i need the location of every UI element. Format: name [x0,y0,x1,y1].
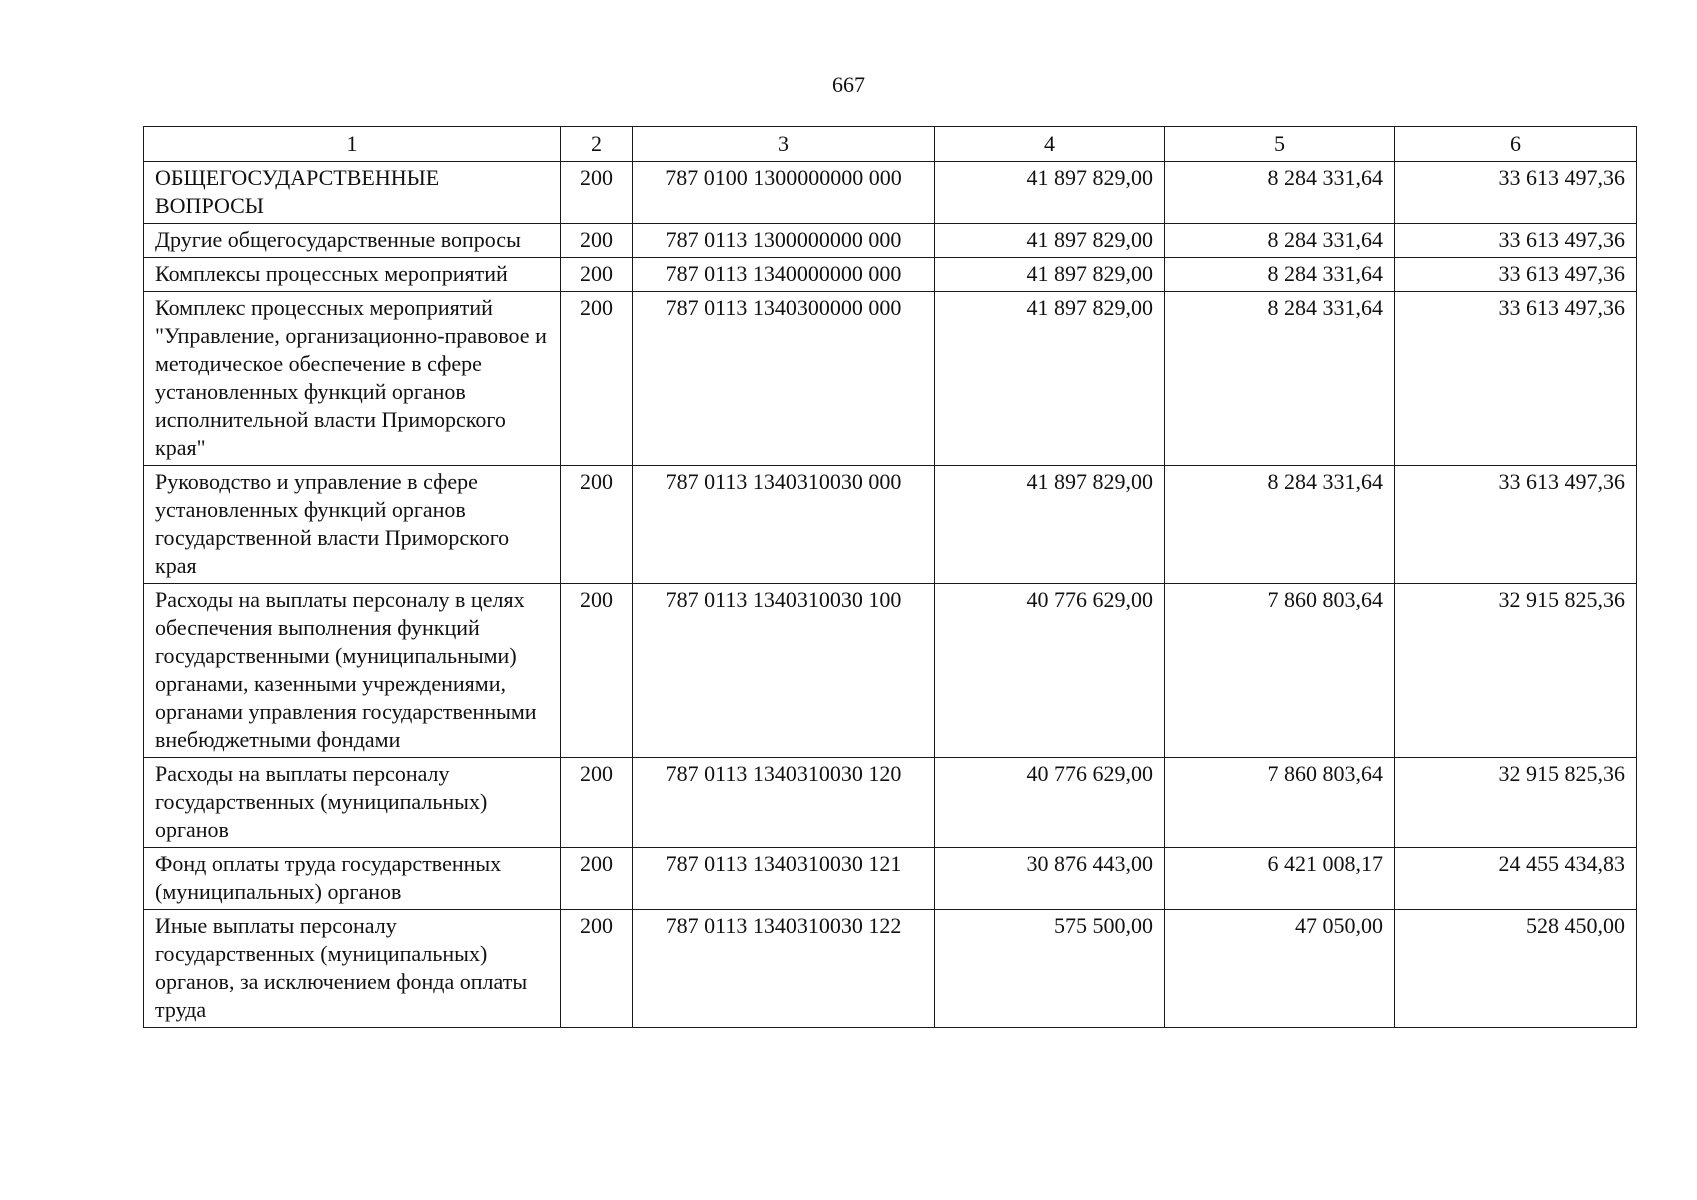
row-approved: 30 876 443,00 [935,848,1165,910]
row-line-code: 200 [561,466,633,584]
row-name: Фонд оплаты труда государственных (муниципальных) органов [144,848,561,910]
row-line-code: 200 [561,848,633,910]
table-header [144,127,1637,162]
row-name: ОБЩЕГОСУДАРСТВЕННЫЕ ВОПРОСЫ [144,162,561,224]
header-row [144,127,1637,162]
row-budget-code: 787 0100 1300000000 000 [633,162,935,224]
row-executed: 8 284 331,64 [1165,258,1395,292]
row-executed: 7 860 803,64 [1165,758,1395,848]
row-name: Комплексы процессных мероприятий [144,258,561,292]
table-row [144,758,1637,848]
column-header-4: 4 [935,127,1165,162]
column-header-1: 1 [144,127,561,162]
table-row [144,910,1637,1028]
row-line-code: 200 [561,258,633,292]
row-remaining: 32 915 825,36 [1395,584,1637,758]
row-line-code: 200 [561,584,633,758]
row-budget-code: 787 0113 1300000000 000 [633,224,935,258]
row-remaining: 32 915 825,36 [1395,758,1637,848]
row-budget-code: 787 0113 1340300000 000 [633,292,935,466]
table-row [144,848,1637,910]
table-body [144,162,1637,1028]
row-line-code: 200 [561,758,633,848]
row-name: Расходы на выплаты персоналу в целях обеспечения выполнения функций государственными (муниципальными) органами, казенными учреждениями, органами управления государственными внебюджетными фондами [144,584,561,758]
row-executed: 6 421 008,17 [1165,848,1395,910]
column-header-6: 6 [1395,127,1637,162]
table-row [144,258,1637,292]
page-number: 667 [832,72,865,97]
row-budget-code: 787 0113 1340310030 120 [633,758,935,848]
table-row [144,584,1637,758]
row-line-code: 200 [561,224,633,258]
row-approved: 40 776 629,00 [935,758,1165,848]
row-name: Комплекс процессных мероприятий "Управление, организационно-правовое и методическое обеспечение в сфере установленных функций органов исполнительной власти Приморского края" [144,292,561,466]
row-executed: 47 050,00 [1165,910,1395,1028]
row-approved: 41 897 829,00 [935,292,1165,466]
row-budget-code: 787 0113 1340310030 100 [633,584,935,758]
budget-table [143,126,1637,1028]
column-header-3: 3 [633,127,935,162]
row-remaining: 33 613 497,36 [1395,258,1637,292]
row-line-code: 200 [561,292,633,466]
row-line-code: 200 [561,910,633,1028]
row-executed: 8 284 331,64 [1165,466,1395,584]
table-row [144,224,1637,258]
row-approved: 41 897 829,00 [935,224,1165,258]
row-name: Руководство и управление в сфере установленных функций органов государственной власти Приморского края [144,466,561,584]
column-header-5: 5 [1165,127,1395,162]
row-remaining: 33 613 497,36 [1395,466,1637,584]
row-approved: 41 897 829,00 [935,162,1165,224]
row-budget-code: 787 0113 1340000000 000 [633,258,935,292]
row-approved: 41 897 829,00 [935,258,1165,292]
row-remaining: 33 613 497,36 [1395,292,1637,466]
row-executed: 8 284 331,64 [1165,162,1395,224]
row-budget-code: 787 0113 1340310030 122 [633,910,935,1028]
row-executed: 8 284 331,64 [1165,292,1395,466]
row-remaining: 24 455 434,83 [1395,848,1637,910]
table-row [144,466,1637,584]
table-row [144,162,1637,224]
row-name: Иные выплаты персоналу государственных (муниципальных) органов, за исключением фонда оплаты труда [144,910,561,1028]
row-budget-code: 787 0113 1340310030 121 [633,848,935,910]
row-remaining: 33 613 497,36 [1395,224,1637,258]
row-approved: 40 776 629,00 [935,584,1165,758]
row-executed: 7 860 803,64 [1165,584,1395,758]
row-line-code: 200 [561,162,633,224]
table-row [144,292,1637,466]
row-approved: 575 500,00 [935,910,1165,1028]
row-name: Расходы на выплаты персоналу государственных (муниципальных) органов [144,758,561,848]
row-executed: 8 284 331,64 [1165,224,1395,258]
row-budget-code: 787 0113 1340310030 000 [633,466,935,584]
row-name: Другие общегосударственные вопросы [144,224,561,258]
row-approved: 41 897 829,00 [935,466,1165,584]
row-remaining: 33 613 497,36 [1395,162,1637,224]
column-header-2: 2 [561,127,633,162]
row-remaining: 528 450,00 [1395,910,1637,1028]
